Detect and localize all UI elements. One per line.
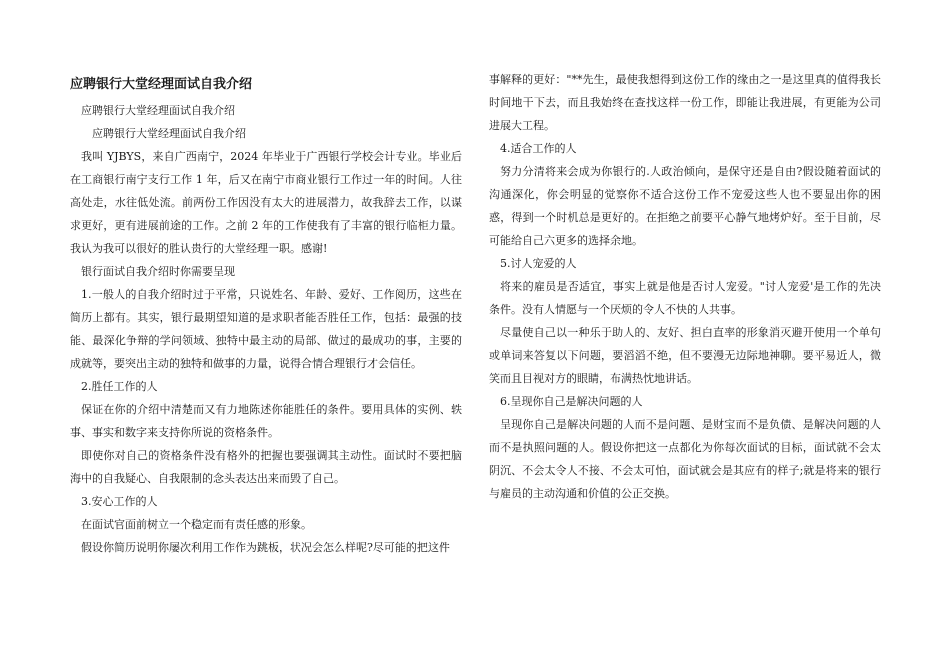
subtitle-line-1: 应聘银行大堂经理面试自我介绍 <box>81 104 235 117</box>
point-3-paragraph-2: 假设你简历说明你屡次利用工作作为跳板，状况会怎么样呢?尽可能的把这件 <box>81 541 450 554</box>
point-1-paragraph: 1.一般人的自我介绍时过于平常，只说姓名、年龄、爱好、工作阅历，这些在简历上都有。其实，银行最期望知道的是求职者能否胜任工作，包括：最强的技能、最深化争辩的学问领域、独特中最主动的局部、做过的最成功的事，主要的成就等，要突出主动的独特和做事的力量，说得合情合理银行才会信任。 <box>70 288 462 370</box>
point-6-heading: 6.呈现你自己是解决问题的人 <box>500 395 643 408</box>
point-3-continuation: 事解释的更好："**先生，最使我想得到这份工作的缘由之一是这里真的值得我长时间地干下去，而且我始终在查找这样一份工作，即能让我进展，有更能为公司进展大工程。 <box>489 73 881 132</box>
point-2-heading: 2.胜任工作的人 <box>81 380 158 393</box>
point-3-heading: 3.安心工作的人 <box>81 495 158 508</box>
point-4-paragraph: 努力分清将来会成为你银行的.人政治倾向，是保守还是自由?假设随着面试的沟通深化，你会明显的觉察你不适合这份工作不宠爱这些人也不要显出你的困惑，得到一个时机总是更好的。在拒绝之前要平心静气地烤炉好。至于目前，尽可能给自己六更多的选择余地。 <box>489 165 881 247</box>
intro-paragraph: 我叫 YJBYS，来自广西南宁，2024 年毕业于广西银行学校会计专业。毕业后在工商银行南宁支行工作 1 年，后又在南宁市商业银行工作过一年的时间。人往高处走，水往低处流。前两份工作因没有太大的进展潜力，故我辞去工作，以谋求更好，更有进展前途的工作。之前 2 年的工作使我有了丰富的银行临柜力量。我认为我可以很好的胜认贵行的大堂经理一职。感谢! <box>70 150 462 255</box>
point-5-heading: 5.讨人宠爱的人 <box>500 257 577 270</box>
point-5-paragraph-2: 尽量使自己以一种乐于助人的、友好、担白直率的形象消灭避开使用一个单句或单词来答复以下问题，要滔滔不绝，但不要漫无边际地神聊。要平易近人，微笑而且目视对方的眼睛，布满热忱地讲话。 <box>489 326 881 385</box>
point-4-heading: 4.适合工作的人 <box>500 142 577 155</box>
point-3-paragraph-1: 在面试官面前树立一个稳定而有责任感的形象。 <box>81 518 312 531</box>
right-column <box>489 68 881 505</box>
section-intro-heading: 银行面试自我介绍时你需要呈现 <box>81 265 235 278</box>
left-column <box>70 68 462 559</box>
point-5-paragraph-1: 将来的雇员是否适宜，事实上就是他是否讨人宠爱。"讨人宠爱'是工作的先决条件。没有人情愿与一个厌烦的令人不快的人共事。 <box>489 280 881 316</box>
point-6-paragraph: 呈现你自己是解决问题的人而不是问题、是财宝而不是负债、是解决问题的人而不是执照问题的人。假设你把这一点都化为你每次面试的目标，面试就不会太阴沉、不会太令人不接、不会太可怕，面试就会是其应有的样子;就是将来的银行与雇员的主动沟通和价值的公正交换。 <box>489 418 881 500</box>
document-title: 应聘银行大堂经理面试自我介绍 <box>70 77 253 92</box>
point-2-paragraph-2: 即使你对自己的资格条件没有格外的把握也要强调其主动性。面试时不要把脑海中的自我疑心、自我限制的念头表达出来而毁了自己。 <box>70 449 462 485</box>
point-2-paragraph-1: 保证在你的介绍中清楚而又有力地陈述你能胜任的条件。要用具体的实例、轶事、事实和数字来支持你所说的资格条件。 <box>70 403 462 439</box>
subtitle-line-2: 应聘银行大堂经理面试自我介绍 <box>92 127 246 140</box>
